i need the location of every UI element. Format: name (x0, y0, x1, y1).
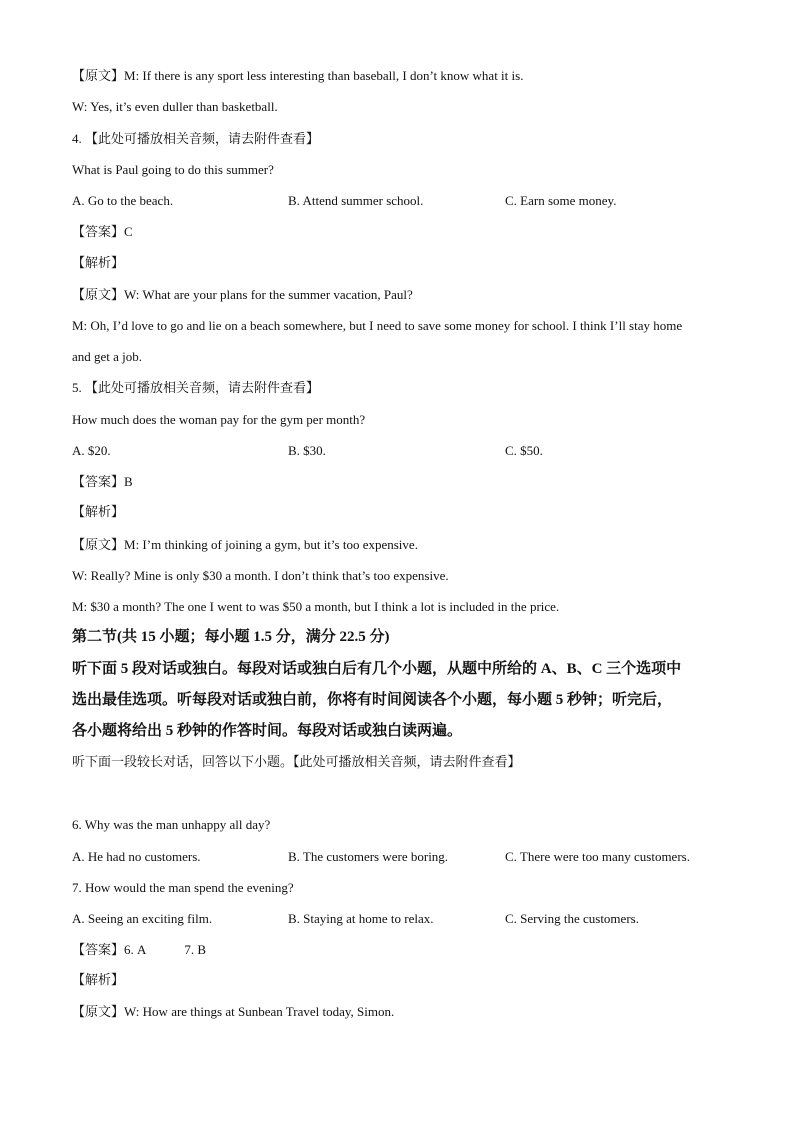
transcript-text: M: If there is any sport less interesting than baseball, I don’t know what it is. (124, 68, 524, 83)
option-c: C. There were too many customers. (505, 849, 690, 864)
transcript-text: M: I’m thinking of joining a gym, but it’s too expensive. (124, 537, 418, 552)
option-b: B. Attend summer school. (288, 193, 424, 208)
transcript-text: W: What are your plans for the summer vacation, Paul? (124, 287, 413, 302)
question-5-audio (72, 380, 319, 397)
analysis-tag: 【解析】 (72, 505, 125, 520)
question-number: 5. (72, 380, 82, 395)
answer-line (72, 474, 133, 491)
transcript-text: W: How are things at Sunbean Travel today, Simon. (124, 1004, 395, 1019)
analysis-tag: 【解析】 (72, 256, 125, 271)
answer-value: B (124, 474, 133, 489)
transcript-line (72, 68, 523, 85)
option-b: B. Staying at home to relax. (288, 911, 434, 926)
option-b: B. The customers were boring. (288, 849, 449, 864)
option-c: C. Serving the customers. (505, 911, 639, 926)
section-instructions: 选出最佳选项。听每段对话或独白前，你将有时间阅读各个小题，每小题 5 秒钟；听完后， (72, 692, 673, 708)
question-6-text: 6. Why was the man unhappy all day? (72, 817, 271, 832)
option-c: C. Earn some money. (505, 193, 617, 208)
option-a: A. Seeing an exciting film. (72, 911, 213, 926)
option-c: C. $50. (505, 443, 543, 458)
option-a: A. Go to the beach. (72, 193, 174, 208)
answer-line (72, 942, 206, 959)
original-text-tag: 【原文】 (72, 288, 125, 303)
option-b: B. $30. (288, 443, 326, 458)
transcript-line: M: $30 a month? The one I went to was $50 a month, but I think a lot is included in the price. (72, 599, 560, 614)
analysis-tag: 【解析】 (72, 973, 125, 988)
option-a: A. He had no customers. (72, 849, 201, 864)
answer-value: C (124, 224, 133, 239)
question-4-audio (72, 131, 319, 148)
question-4-text: What is Paul going to do this summer? (72, 162, 274, 177)
transcript-line: W: Yes, it’s even duller than basketball. (72, 99, 278, 114)
answer-value: 7. B (184, 942, 207, 957)
original-text-tag: 【原文】 (72, 538, 125, 553)
answer-tag: 【答案】 (72, 943, 125, 958)
listen-instruction: 听下面一段较长对话，回答以下小题。【此处可播放相关音频，请去附件查看】 (72, 755, 521, 770)
question-5-text: How much does the woman pay for the gym per month? (72, 412, 366, 427)
transcript-line: and get a job. (72, 349, 143, 364)
section-instructions: 各小题将给出 5 秒钟的作答时间。每段对话或独白读两遍。 (72, 723, 463, 739)
transcript-line (72, 287, 413, 304)
answer-tag: 【答案】 (72, 225, 125, 240)
answer-value: 6. A (124, 942, 147, 957)
section-title: 第二节(共 15 小题；每小题 1.5 分，满分 22.5 分) (72, 629, 390, 645)
original-text-tag: 【原文】 (72, 69, 125, 84)
audio-link[interactable]: 【此处可播放相关音频，请去附件查看】 (85, 132, 320, 147)
transcript-line: M: Oh, I’d love to go and lie on a beach somewhere, but I need to save some money for school. I think I’ll stay home (72, 318, 683, 333)
question-7-text: 7. How would the man spend the evening? (72, 880, 294, 895)
option-a: A. $20. (72, 443, 111, 458)
question-number: 4. (72, 131, 82, 146)
answer-tag: 【答案】 (72, 475, 125, 490)
answer-line (72, 224, 133, 241)
transcript-line (72, 1004, 394, 1021)
audio-link[interactable]: 【此处可播放相关音频，请去附件查看】 (85, 381, 320, 396)
transcript-line (72, 537, 418, 554)
section-instructions: 听下面 5 段对话或独白。每段对话或独白后有几个小题，从题中所给的 A、B、C 三个选项中 (72, 661, 682, 677)
transcript-line: W: Really? Mine is only $30 a month. I don’t think that’s too expensive. (72, 568, 449, 583)
original-text-tag: 【原文】 (72, 1005, 125, 1020)
